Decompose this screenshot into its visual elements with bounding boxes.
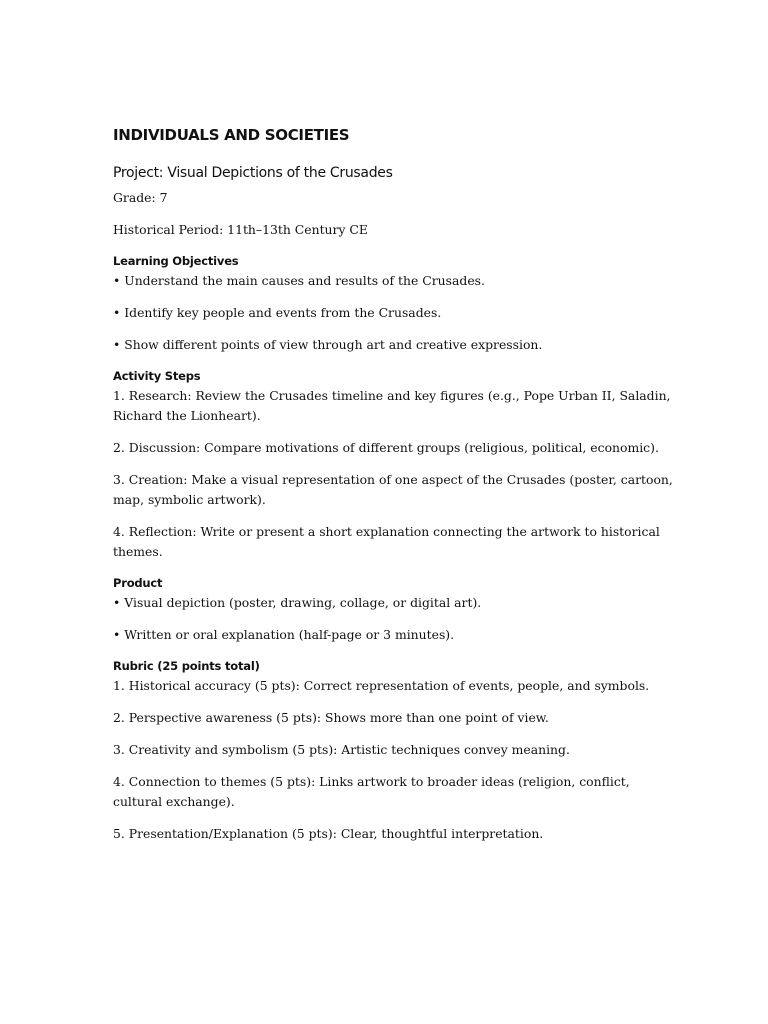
list-item: 3. Creativity and symbolism (5 pts): Artistic techniques convey meaning. bbox=[113, 742, 570, 757]
activity-steps-list bbox=[113, 386, 673, 562]
list-item: 4. Connection to themes (5 pts): Links artwork to broader ideas (religion, conflict, cultural exchange). bbox=[113, 774, 630, 809]
activity-steps-heading: Activity Steps bbox=[113, 369, 201, 383]
product-list bbox=[113, 593, 673, 645]
list-item: 2. Perspective awareness (5 pts): Shows more than one point of view. bbox=[113, 710, 549, 725]
list-item: • Show different points of view through art and creative expression. bbox=[113, 337, 543, 352]
grade-text: Grade: 7 bbox=[113, 190, 168, 205]
list-item: • Written or oral explanation (half-page or 3 minutes). bbox=[113, 627, 455, 642]
list-item: • Visual depiction (poster, drawing, collage, or digital art). bbox=[113, 595, 482, 610]
document-body bbox=[113, 124, 673, 856]
rubric-list bbox=[113, 676, 673, 844]
learning-objectives-list bbox=[113, 271, 673, 355]
list-item: 2. Discussion: Compare motivations of different groups (religious, political, economic). bbox=[113, 440, 659, 455]
list-item: • Identify key people and events from the Crusades. bbox=[113, 305, 442, 320]
product-section bbox=[113, 574, 673, 645]
activity-steps-section bbox=[113, 367, 673, 562]
learning-objectives-heading: Learning Objectives bbox=[113, 254, 239, 268]
list-item: 4. Reflection: Write or present a short explanation connecting the artwork to historical themes. bbox=[113, 524, 660, 559]
product-heading: Product bbox=[113, 576, 163, 590]
list-item: 3. Creation: Make a visual representation of one aspect of the Crusades (poster, cartoon, map, symbolic artwork). bbox=[113, 472, 673, 507]
rubric-section bbox=[113, 657, 673, 844]
list-item: 1. Research: Review the Crusades timeline and key figures (e.g., Pope Urban II, Saladin, Richard the Lionheart). bbox=[113, 388, 671, 423]
project-title: Project: Visual Depictions of the Crusades bbox=[113, 165, 393, 181]
learning-objectives-section bbox=[113, 252, 673, 355]
document-title: INDIVIDUALS AND SOCIETIES bbox=[113, 126, 350, 144]
list-item: • Understand the main causes and results of the Crusades. bbox=[113, 273, 485, 288]
rubric-heading: Rubric (25 points total) bbox=[113, 659, 260, 673]
historical-period-text: Historical Period: 11th–13th Century CE bbox=[113, 222, 368, 237]
list-item: 5. Presentation/Explanation (5 pts): Clear, thoughtful interpretation. bbox=[113, 826, 544, 841]
list-item: 1. Historical accuracy (5 pts): Correct representation of events, people, and symbols. bbox=[113, 678, 650, 693]
